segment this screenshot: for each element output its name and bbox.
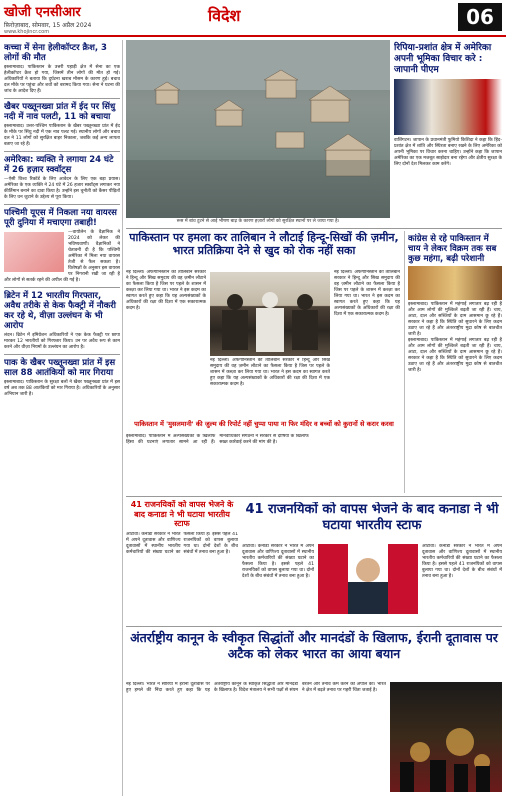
main-story-headline: पाकिस्तान पर हमला कर तालिबान ने लौटाई हिन्दू-सिखों की ज़मीन, भारत प्रतिक्रिया देने से खुद को रोक नहीं सका [129,231,399,257]
canada-body: ओटावा। कनाडा सरकार ने भारत में अपने दूतावास और वाणिज्य दूतावासों में स्थानीय भारतीय कर्मचारियों की संख्या घटाने का फैसला किया है। इससे पहले 41 राजनयिकों को वापस बुलाया गया था। दोनों देशों के बीच संबंधों में तनाव बना हुआ है। [126,532,238,555]
left-story-5 [4,291,120,351]
left-body-2: इस्लामाबाद। उत्तर-पश्चिम पाकिस्तान के खैबर पख्तूनख्वा प्रांत में ईद के मौके पर सिंधु नदी में एक नाव पलट गई। स्थानीय लोगों और बचाव दल ने 11 लोगों को सुरक्षित बाहर निकाला, जबकि कई अन्य लापता बताए जा रहे हैं। [4,124,120,147]
right-mid-headline: कांग्रेस से रहे पाकिस्तान में चाय ने लेकर विक्रम तक सब कुछ महंगा, बढ़ी परेशानी [408,234,497,264]
website: www.khojincr.com [4,29,50,35]
left-body-1: इस्लामाबाद। पाकिस्तान के उत्तरी पहाड़ी क्षेत्र में सेना का एक हेलीकॉप्टर क्रैश हो गया, जिसमें तीन लोगों की मौत हो गई। अधिकारियों ने बताया कि दुर्घटना खराब मौसम के कारण हुई। बचाव दल मौके पर पहुंचा और शवों को बरामद किया गया। सेना ने घटना की जांच के आदेश दिए हैं। [4,65,120,94]
canada-body-cont-2: ओटावा। कनाडा सरकार ने भारत में अपने दूतावास और वाणिज्य दूतावासों में स्थानीय भारतीय कर्मचारियों की संख्या घटाने का फैसला किया है। इससे पहले 41 राजनयिकों को वापस बुलाया गया था। दोनों देशों के बीच संबंधों में तनाव बना हुआ है। [422,544,502,579]
left-body-6: इस्लामाबाद। पाकिस्तान के सुरक्षा बलों ने खैबर पख्तूनख्वा प्रांत में इस वर्ष अब तक 88 आतंकियों को मार गिराया है। अधिकारियों के अनुसार अभियान जारी है। [4,380,120,397]
bottom-story-text [126,682,386,796]
canada-text-col-1 [126,532,238,622]
left-body-5: लंदन। ब्रिटेन में इमिग्रेशन अधिकारियों ने एक केक फैक्ट्री पर छापा मारकर 12 भारतीयों को गिरफ्तार किया। उन पर अवैध रूप से काम करने और वीज़ा नियमों के उल्लंघन का आरोप है। [4,333,120,350]
masthead [0,0,506,36]
tea-photo [408,266,502,300]
left-headline-5: ब्रिटेन में 12 भारतीय गिरफ्तार, अवैध तरीके से केक फैक्ट्री में नौकरी कर रहे थे, वीज़ा उल्लंघन के भी आरोप [4,291,116,331]
left-headline-3: अमेरिका: व्यक्ति ने लगाया 24 घंटे में 26 हज़ार स्क्वॉट्स [4,155,114,175]
main-story-text-col-3 [210,358,330,416]
iran-embassy-photo [390,682,502,792]
left-story-3 [4,155,120,201]
bottom-story-headline: अंतर्राष्ट्रीय कानून के स्वीकृत सिद्धांतों और मानदंडों के खिलाफ, ईरानी दूतावास पर अटैक को लेकर भारत का आया बयान [130,630,498,661]
main-story-subhead: पाकिस्तान में 'मुसलमानी' की जुल्म की रिपोर्ट नहीं चुप्पा पाया ना फिर मंदिर व बच्चों को कुरानों से करार करवा [134,420,394,428]
flood-photo-caption: रूस में बांध टूटने से आई भीषण बाढ़ के कारण हज़ारों लोगों को सुरक्षित स्थानों पर ले जाया गया है। [176,219,340,224]
japanese-pm-photo [394,79,502,135]
canada-big-headline: 41 राजनयिकों को वापस भेजने के बाद कनाडा ने भी घटाया भारतीय स्टाफ [245,502,499,533]
left-story-4 [4,208,120,284]
left-headline-2: खैबर पख्तूनख्वा प्रांत में ईद पर सिंधु नदी में नाव पलटी, 11 को बचाया [4,102,116,122]
masthead-rule [0,35,506,37]
right-top-body: वाशिंगटन। जापान के प्रधानमंत्री फुमियो किशिदा ने कहा कि हिंद-प्रशांत क्षेत्र में शांति और स्थिरता बनाए रखने के लिए अमेरिका को अपनी भूमिका पर विचार करना चाहिए। उन्होंने कहा कि जापान अमेरिका का एक मजबूत साझेदार बना रहेगा और क्षेत्रीय सुरक्षा के लिए दोनों देश मिलकर काम करेंगे। [394,138,502,167]
section-title: विदेश [208,6,241,25]
bottom-story-header [126,630,502,678]
main-story-body2-block [126,434,402,494]
main-story-body-cont: नई दिल्ली। अफगानिस्तान की तालिबान सरकार ने हिन्दू और सिख समुदाय की वह ज़मीन लौटाने का फैसला किया है जिस पर पहले के शासन में कब्ज़ा कर लिया गया था। भारत ने इस कदम का स्वागत करते हुए कहा कि यह अल्पसंख्यकों के अधिकारों की रक्षा की दिशा में एक सकारात्मक कदम है। [334,270,400,317]
right-mid-body: इस्लामाबाद। पाकिस्तान में महंगाई लगातार बढ़ रही है और आम लोगों की मुश्किलें बढ़ती जा रही हैं। चाय, आटा, दाल और सब्जियों के दाम आसमान छू रहे हैं। सरकार ने कहा है कि स्थिति को सुधारने के लिए कदम उठाए जा रहे हैं और अंतरराष्ट्रीय मुद्रा कोष से बातचीत जारी है। [408,302,502,337]
main-story-text-col-2 [334,270,400,416]
trudeau-photo [318,544,418,614]
main-story-body2: इस्लामाबाद। पाकिस्तान में अल्पसंख्यकों के खिलाफ हिंसा की घटनाएं लगातार सामने आ रही हैं। मानवाधिकार संगठनों ने सरकार से दोषियों के खिलाफ सख्त कार्रवाई करने की मांग की है। [126,434,309,445]
flood-photo [126,40,390,218]
canada-text-col-3 [422,544,502,622]
masthead-brand-block [4,2,91,35]
taliban-meeting-photo [210,272,330,356]
right-mid-body-cont: इस्लामाबाद। पाकिस्तान में महंगाई लगातार बढ़ रही है और आम लोगों की मुश्किलें बढ़ती जा रही हैं। चाय, आटा, दाल और सब्जियों के दाम आसमान छू रहे हैं। सरकार ने कहा है कि स्थिति को सुधारने के लिए कदम उठाए जा रहे हैं और अंतरराष्ट्रीय मुद्रा कोष से बातचीत जारी है। [408,338,502,373]
left-headline-6: पाक के खैबर पख्तूनख्वा प्रांत में इस साल 88 आतंकियों को मार गिराया [4,358,116,378]
dateline: फ़िरोज़ाबाद, सोमवार, 15 अप्रैल 2024 [4,22,92,29]
main-story-text-col [126,270,206,416]
bottom-story-body: नई दिल्ली। भारत ने सीरिया में ईरानी दूतावास पर हुए हमले की निंदा करते हुए कहा कि यह अंतर्राष्ट्रीय कानून के स्वीकृत सिद्धांतों और मानदंडों के खिलाफ है। विदेश मंत्रालय ने सभी पक्षों से संयम बरतने और तनाव कम करने की अपील की। भारत ने क्षेत्र में बढ़ते तनाव पर गहरी चिंता जताई है। [126,682,386,693]
flood-scene-illustration [126,40,390,218]
canada-body-cont: ओटावा। कनाडा सरकार ने भारत में अपने दूतावास और वाणिज्य दूतावासों में स्थानीय भारतीय कर्मचारियों की संख्या घटाने का फैसला किया है। इससे पहले 41 राजनयिकों को वापस बुलाया गया था। दोनों देशों के बीच संबंधों में तनाव बना हुआ है। [242,544,314,579]
canada-small-headline-block [126,500,238,530]
canada-big-headline-block [242,502,502,540]
left-headline-1: कच्चा में सेना हेलीकॉप्टर क्रैश, 3 लोगों की मौत [4,43,107,63]
left-body-3: —ऐसी विश्व रिकॉर्ड के लिए आवेदन के लिए एक बड़ा प्रयास। अमेरिका के एक व्यक्ति ने 24 घंटे में 26 हजार स्क्वॉट्स लगाकर नया कीर्तिमान बनाने का दावा किया है। उन्होंने इस चुनौती को कैंसर पीड़ितों के लिए धन जुटाने के उद्देश्य से पूरा किया। [4,177,120,200]
main-story-body: नई दिल्ली। अफगानिस्तान की तालिबान सरकार ने हिन्दू और सिख समुदाय की वह ज़मीन लौटाने का फैसला किया है जिस पर पहले के शासन में कब्ज़ा कर लिया गया था। भारत ने इस कदम का स्वागत करते हुए कहा कि यह अल्पसंख्यकों के अधिकारों की रक्षा की दिशा में एक सकारात्मक कदम है। [126,270,206,311]
left-headline-4: पश्चिमी यूएस में निकला नया वायरस पूरी दुनिया में मचाएगा तबाही! [4,208,117,228]
canada-text-col-2 [242,544,314,622]
left-column [4,40,120,796]
virus-photo [4,232,64,272]
main-story-header [126,231,402,267]
main-story-body-under-photo: नई दिल्ली। अफगानिस्तान की तालिबान सरकार ने हिन्दू और सिख समुदाय की वह ज़मीन लौटाने का फैसला किया है जिस पर पहले के शासन में कब्ज़ा कर लिया गया था। भारत ने इस कदम का स्वागत करते हुए कहा कि यह अल्पसंख्यकों के अधिकारों की रक्षा की दिशा में एक सकारात्मक कदम है। [210,358,330,387]
brand-name: खोजी एनसीआर [4,5,81,20]
canada-small-headline: 41 राजनयिकों को वापस भेजने के बाद कनाडा ने भी घटाया भारतीय स्टाफ [130,500,234,528]
page-number: 06 [458,3,502,31]
right-mid-story [408,231,502,493]
left-story-6 [4,358,120,398]
right-top-story [394,40,502,230]
right-top-headline: रिपिया-प्रशांत क्षेत्र में अमेरिका अपनी भूमिका विचार करे : जापानी पीएम [394,43,492,75]
left-body-4: —वायोलेन के वैज्ञानिक ने 2024 को लेकर की भविष्यवाणी। वैज्ञानिकों ने चेतावनी दी है कि पश्चिमी अमेरिका में मिला नया वायरस तेजी से फैल सकता है। विशेषज्ञों के अनुसार इस वायरस पर निगरानी रखी जा रही है और लोगों से सतर्क रहने की अपील की गई है। [4,230,120,283]
left-story-1 [4,43,120,95]
main-story-subhead-bar [126,420,402,432]
left-story-2 [4,102,120,148]
